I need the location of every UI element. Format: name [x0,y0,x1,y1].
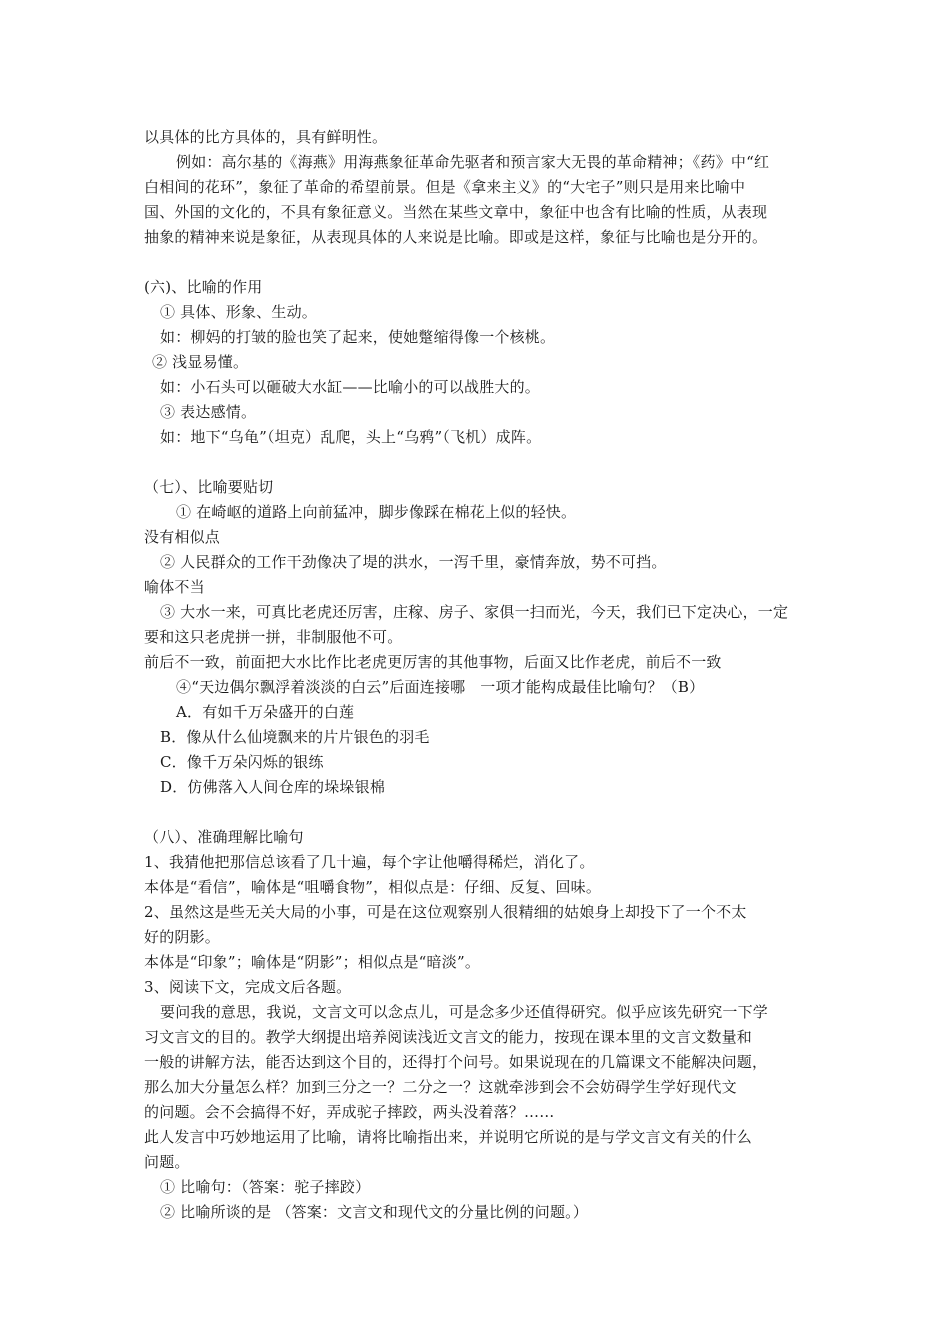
option-a: A．有如千万朵盛开的白莲 [176,703,355,721]
question-line: ④“天边偶尔飘浮着淡淡的白云”后面连接哪 一项才能构成最佳比喻句？（B） [176,678,705,696]
text-line: 前后不一致，前面把大水比作比老虎更厉害的其他事物，后面又比作老虎，前后不一致 [144,653,722,671]
text-line: 那么加大分量怎么样？加到三分之一？二分之一？这就牵涉到会不会妨碍学生学好现代文 [144,1078,737,1096]
text-line: 如：柳妈的打皱的脸也笑了起来，使她蹩缩得像一个核桃。 [160,328,556,346]
answer-line: ② 比喻所谈的是 （答案：文言文和现代文的分量比例的问题。） [160,1203,589,1221]
text-line: ① 在崎岖的道路上向前猛冲，脚步像踩在棉花上似的轻快。 [176,503,577,521]
text-line: 1、我猜他把那信总该看了几十遍，每个字让他嚼得稀烂，消化了。 [144,853,595,871]
text-line: 好的阴影。 [144,928,221,946]
section-heading: (六)、比喻的作用 [144,278,263,296]
text-line: 要和这只老虎拼一拼，非制服他不可。 [144,628,403,646]
text-line: 以具体的比方具体的，具有鲜明性。 [144,128,388,146]
text-line: 2、虽然这是些无关大局的小事，可是在这位观察别人很精细的姑娘身上却投下了一个不太 [144,903,747,921]
text-line: ② 浅显易懂。 [152,353,249,371]
text-line: 抽象的精神来说是象征，从表现具体的人来说是比喻。即或是这样，象征与比喻也是分开的。 [144,228,768,246]
text-line: ③ 大水一来，可真比老虎还厉害，庄稼、房子、家俱一扫而光，今天，我们已下定决心，一定 [160,603,789,621]
text-line: ① 具体、形象、生动。 [160,303,317,321]
text-line: 问题。 [144,1153,190,1171]
option-c: C．像千万朵闪烁的银练 [160,753,324,771]
text-line: 如：地下“乌龟”（坦克）乱爬，头上“乌鸦”（飞机）成阵。 [160,428,542,446]
text-line: 一般的讲解方法，能否达到这个目的，还得打个问号。如果说现在的几篇课文不能解决问题， [144,1053,768,1071]
text-line: ③ 表达感情。 [160,403,257,421]
option-d: D．仿佛落入人间仓库的垛垛银棉 [160,778,386,796]
text-line: 本体是“看信”，喻体是“咀嚼食物”，相似点是：仔细、反复、回味。 [144,878,602,896]
section-heading: （八）、准确理解比喻句 [144,828,304,846]
text-line: 3、阅读下文，完成文后各题。 [144,978,352,996]
text-line: 国、外国的文化的，不具有象征意义。当然在某些文章中，象征中也含有比喻的性质，从表现 [144,203,768,221]
text-line: 习文言文的目的。教学大纲提出培养阅读浅近文言文的能力，按现在课本里的文言文数量和 [144,1028,753,1046]
text-line: 的问题。会不会搞得不好，弄成驼子摔跤，两头没着落？…… [144,1103,555,1121]
text-line: 例如：高尔基的《海燕》用海燕象征革命先驱者和预言家大无畏的革命精神；《药》中“红 [176,153,770,171]
text-line: 如：小石头可以砸破大水缸——比喻小的可以战胜大的。 [160,378,541,396]
text-line: 白相间的花环”，象征了革命的希望前景。但是《拿来主义》的“大宅子”则只是用来比喻中 [144,178,746,196]
answer-line: ① 比喻句：（答案：驼子摔跤） [160,1178,371,1196]
text-line: 没有相似点 [144,528,221,546]
text-line: 此人发言中巧妙地运用了比喻，请将比喻指出来，并说明它所说的是与学文言文有关的什么 [144,1128,753,1146]
text-line: 要问我的意思，我说，文言文可以念点儿，可是念多少还值得研究。似乎应该先研究一下学 [160,1003,769,1021]
option-b: B．像从什么仙境飘来的片片银色的羽毛 [160,728,430,746]
text-line: 本体是“印象”；喻体是“阴影”；相似点是“暗淡”。 [144,953,481,971]
section-heading: （七）、比喻要贴切 [144,478,274,496]
text-line: ② 人民群众的工作干劲像决了堤的洪水，一泻千里，豪情奔放，势不可挡。 [160,553,667,571]
text-line: 喻体不当 [144,578,205,596]
